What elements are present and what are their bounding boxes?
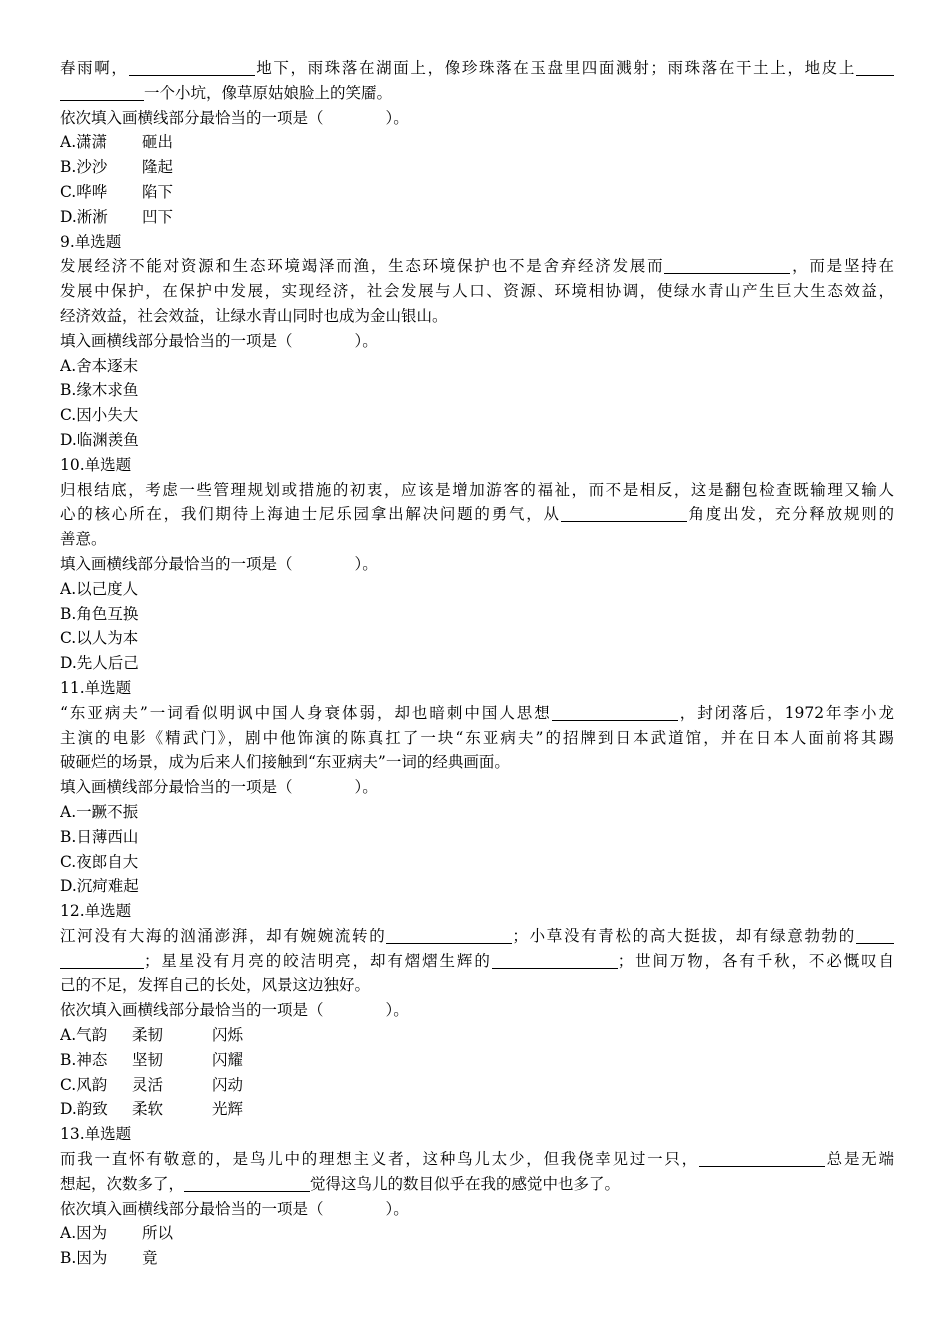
exam-page [60, 56, 894, 1271]
question-text-line: 己的不足，发挥自己的长处，风景这边独好。 [60, 976, 371, 995]
option-b[interactable]: B.日薄西山 [60, 827, 139, 846]
question-9 [60, 230, 894, 453]
option-c[interactable]: C.哗哗 陷下 [60, 182, 174, 201]
option-a[interactable]: A.气韵 柔韧 闪烁 [60, 1026, 244, 1045]
answer-blank-continued [60, 951, 144, 969]
answer-blank [129, 58, 255, 76]
option-d[interactable]: D.淅淅 凹下 [60, 207, 174, 226]
option-c[interactable]: C.夜郎自大 [60, 852, 139, 871]
question-prompt: 填入画横线部分最恰当的一项是（ ）。 [60, 778, 378, 797]
question-header: 13.单选题 [60, 1125, 132, 1144]
question-prompt: 依次填入画横线部分最恰当的一项是（ ）。 [60, 1199, 409, 1218]
option-a[interactable]: A.潇潇 砸出 [60, 133, 174, 152]
option-a[interactable]: A.舍本逐末 [60, 356, 139, 375]
question-header: 10.单选题 [60, 455, 132, 474]
question-header: 11.单选题 [60, 678, 132, 697]
option-b[interactable]: B.角色互换 [60, 604, 139, 623]
answer-blank [664, 256, 790, 274]
question-text-line: 春雨啊， 地下，雨珠落在湖面上，像珍珠落在玉盘里四面溅射；雨珠落在干土上，地皮上 [60, 56, 894, 81]
option-c[interactable]: C.风韵 灵活 闪动 [60, 1075, 244, 1094]
option-b[interactable]: B.沙沙 隆起 [60, 158, 174, 177]
question-text-line: 善意。 [60, 530, 107, 549]
question-text-line: 归根结底，考虑一些管理规划或措施的初衷，应该是增加游客的福祉，而不是相反，这是翻包检查既输理又输人 [60, 480, 894, 499]
question-12 [60, 899, 894, 1122]
option-a[interactable]: A.一蹶不振 [60, 802, 139, 821]
question-text-line: 经济效益，社会效益，让绿水青山同时也成为金山银山。 [60, 306, 448, 325]
question-prompt: 依次填入画横线部分最恰当的一项是（ ）。 [60, 1001, 409, 1020]
question-8 [60, 56, 894, 230]
question-text-line: 主演的电影《精武门》，剧中他饰演的陈真扛了一块“东亚病夫”的招牌到日本武道馆，并在日本人面前将其踢 [60, 728, 894, 747]
answer-blank [552, 703, 678, 721]
question-text-line: 心的核心所在，我们期待上海迪士尼乐园拿出解决问题的勇气，从 角度出发，充分释放规则的 [60, 505, 894, 524]
question-header: 9.单选题 [60, 232, 122, 251]
question-11 [60, 676, 894, 899]
question-header: 12.单选题 [60, 902, 132, 921]
question-text-line: 想起，次数多了， 觉得这鸟儿的数目似乎在我的感觉中也多了。 [60, 1174, 621, 1193]
option-d[interactable]: D.沉疴难起 [60, 877, 139, 896]
option-a[interactable]: A.以己度人 [60, 579, 139, 598]
option-c[interactable]: C.因小失大 [60, 406, 139, 425]
question-prompt: 填入画横线部分最恰当的一项是（ ）。 [60, 331, 378, 350]
answer-blank [561, 504, 687, 522]
question-text-line: 江河没有大海的汹涌澎湃，却有婉婉流转的 ；小草没有青松的高大挺拔，却有绿意勃勃的 [60, 924, 894, 949]
question-prompt: 依次填入画横线部分最恰当的一项是（ ）。 [60, 108, 409, 127]
answer-blank [856, 58, 894, 76]
option-b[interactable]: B.神态 坚韧 闪耀 [60, 1050, 244, 1069]
question-text-line: ；星星没有月亮的皎洁明亮，却有熠熠生辉的 ；世间万物，各有千秋，不必慨叹自 [60, 949, 894, 974]
question-13 [60, 1122, 894, 1271]
question-10 [60, 453, 894, 676]
option-d[interactable]: D.先人后己 [60, 654, 139, 673]
option-d[interactable]: D.临渊羡鱼 [60, 430, 139, 449]
option-b[interactable]: B.缘木求鱼 [60, 381, 139, 400]
question-text-line: 一个小坑，像草原姑娘脸上的笑靥。 [60, 81, 894, 106]
answer-blank [699, 1149, 825, 1167]
answer-blank [492, 951, 618, 969]
question-text-line: “东亚病夫”一词看似明讽中国人身衰体弱，却也暗刺中国人思想 ，封闭落后，1972年李小龙 [60, 703, 894, 722]
option-d[interactable]: D.韵致 柔软 光辉 [60, 1100, 244, 1119]
question-text-line: 破砸烂的场景，成为后来人们接触到“东亚病夫”一词的经典画面。 [60, 753, 510, 772]
question-prompt: 填入画横线部分最恰当的一项是（ ）。 [60, 554, 378, 573]
answer-blank [386, 926, 512, 944]
option-c[interactable]: C.以人为本 [60, 629, 139, 648]
answer-blank-continued [60, 83, 144, 101]
question-text-line: 而我一直怀有敬意的，是鸟儿中的理想主义者，这种鸟儿太少，但我侥幸见过一只， 总是无端 [60, 1150, 894, 1169]
option-a[interactable]: A.因为 所以 [60, 1224, 174, 1243]
option-b[interactable]: B.因为 竟 [60, 1249, 158, 1268]
question-text-line: 发展经济不能对资源和生态环境竭泽而渔，生态环境保护也不是舍弃经济发展而 ，而是坚持在 [60, 257, 894, 276]
answer-blank [184, 1174, 310, 1192]
question-text-line: 发展中保护，在保护中发展，实现经济，社会发展与人口、资源、环境相协调，使绿水青山产生巨大生态效益， [60, 282, 894, 301]
answer-blank [856, 926, 894, 944]
